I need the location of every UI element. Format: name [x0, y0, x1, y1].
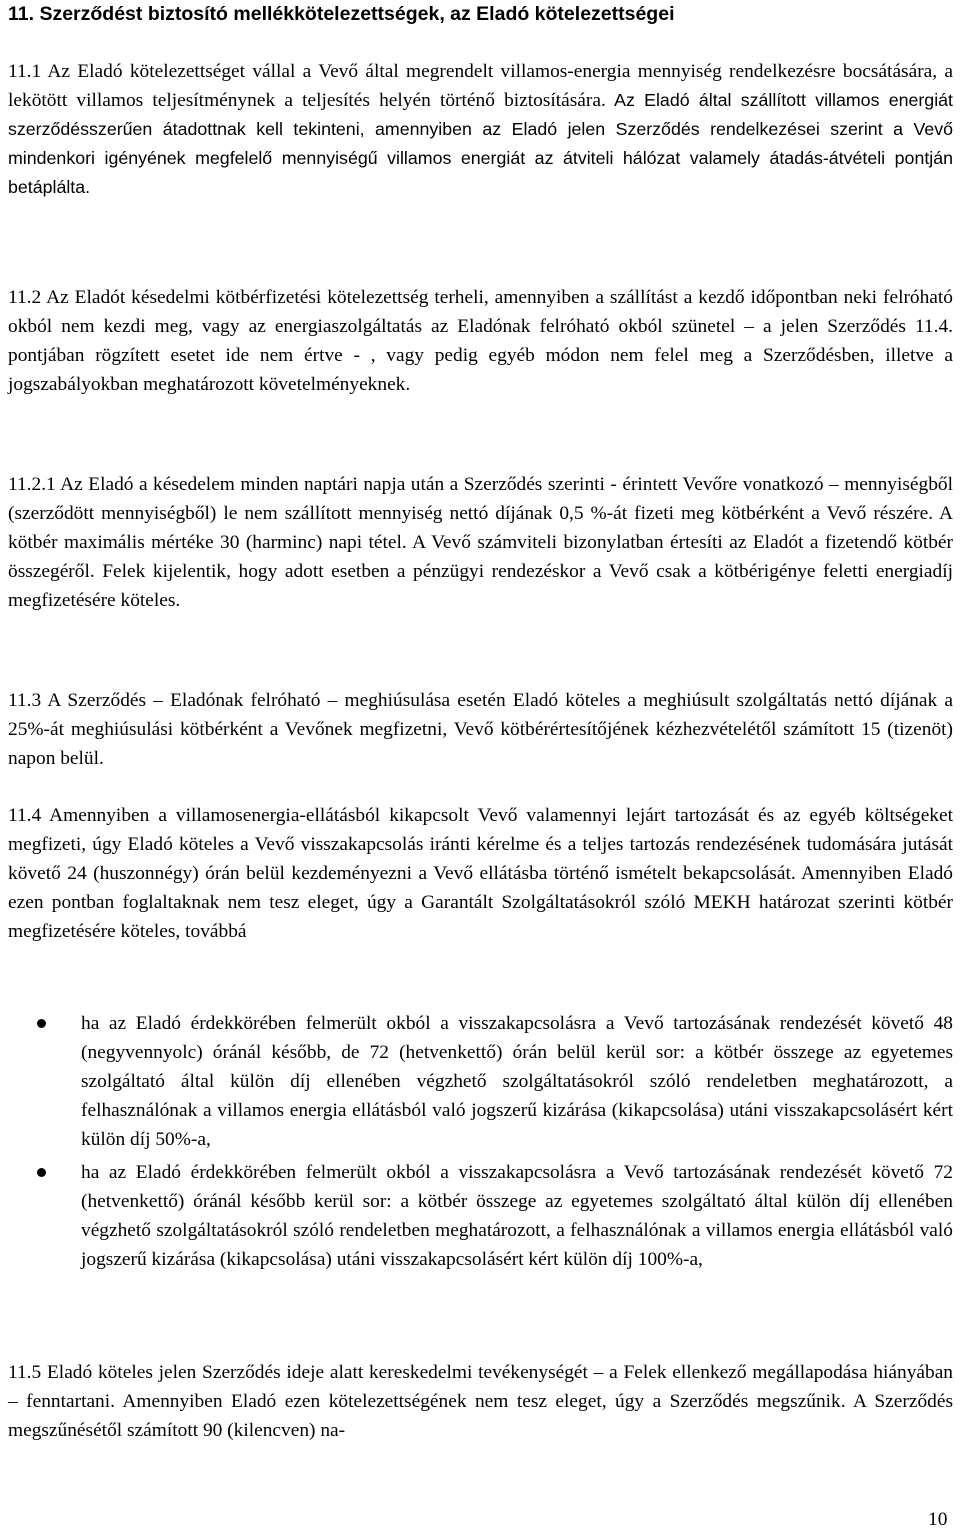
paragraph-11-5: 11.5 Eladó köteles jelen Szerződés ideje alatt kereskedelmi tevékenységét – a Felek ellenkező megállapodása hiányában – fenntartani. Amennyiben Eladó ezen kötelezettségének nem tesz eleget, úgy a Szerződés megszűnik. A Szerződés megszűnésétől számított 90 (kilencven) na-	[8, 1362, 953, 1441]
bullet-icon	[37, 1019, 46, 1028]
bullet-icon	[37, 1168, 46, 1177]
list-item	[0, 1009, 953, 1154]
paragraph-11-2: 11.2 Az Eladót késedelmi kötbérfizetési kötelezettség terheli, amennyiben a szállítást a kezdő időpontban neki felróható okból nem kezdi meg, vagy az energiaszolgáltatás az Eladónak felróható okból szünetel – a jelen Szerződés 11.4. pontjában rögzített esetet ide nem értve - , vagy pedig egyéb módon nem felel meg a Szerződésben, illetve a jogszabályokban meghatározott követelményeknek.	[8, 287, 953, 395]
list-item	[0, 1158, 953, 1274]
paragraph-11-1-body: Az Eladó által szállított villamos energiát szerződésszerűen átadottnak kell tekinteni, amennyiben az Eladó jelen Szerződés rendelkezései szerint a Vevő mindenkori igényének megfelelő mennyiségű villamos energiát az átviteli hálózat valamely átadás-átvételi pontján betáplálta.	[8, 90, 953, 197]
paragraph-11-4: 11.4 Amennyiben a villamosenergia-ellátásból kikapcsolt Vevő valamennyi lejárt tartozását és az egyéb költségeket megfizeti, úgy Eladó köteles a Vevő visszakapcsolás iránti kérelme és a teljes tartozás rendezésének tudomására jutását követő 24 (huszonnégy) órán belül kezdeményezni a Vevő ellátásba történő ismételt bekapcsolását. Amennyiben Eladó ezen pontban foglaltaknak nem tesz eleget, úgy a Garantált Szolgáltatásokról szóló MEKH határozat szerinti kötbér megfizetésére köteles, továbbá	[8, 805, 953, 942]
page-number: 10	[928, 1509, 948, 1530]
paragraph-11-2-1: 11.2.1 Az Eladó a késedelem minden naptári napja után a Szerződés szerinti - érintett Vevőre vonatkozó – mennyiségből (szerződött mennyiségből) le nem szállított mennyiség nettó díjának 0,5 %-át fizeti meg kötbérként a Vevő részére. A kötbér maximális mértéke 30 (harminc) napi tétel. A Vevő számviteli bizonylatban értesíti az Eladót a fizetendő kötbér összegéről. Felek kijelentik, hogy adott esetben a pénzügyi rendezéskor a Vevő csak a kötbérigénye feletti energiadíj megfizetésére köteles.	[8, 474, 953, 611]
list-item-text: ha az Eladó érdekkörében felmerült okból a visszakapcsolásra a Vevő tartozásának rendezését követő 48 (negyvennyolc) óránál később, de 72 (hetvenkettő) órán belül kerül sor: a kötbér összege az egyetemes szolgáltató által külön díj ellenében végzhető szolgáltatásokról szóló rendeletben meghatározott, a felhasználónak a villamos energia ellátásból való jogszerű kizárása (kikapcsolása) utáni visszakapcsolásért kért külön díj 50%-a,	[81, 1013, 953, 1150]
paragraph-11-1-lead: 11.1 Az Eladó kötelezettséget vállal a Vevő által megrendelt villamos-energia mennyiség rendelkezésre bocsátására, a lekötött villamos teljesítménynek a teljesítés helyén történő biztosítására.	[8, 61, 953, 111]
paragraph-11-3: 11.3 A Szerződés – Eladónak felróható – meghiúsulása esetén Eladó köteles a meghiúsult szolgáltatás nettó díjának a 25%-át meghiúsulási kötbérként a Vevőnek megfizetni, Vevő kötbérértesítőjének kézhezvételétől számított 15 (tizenöt) napon belül.	[8, 690, 953, 769]
section-heading: 11. Szerződést biztosító mellékkötelezettségek, az Eladó kötelezettségei	[8, 3, 675, 25]
kotber-bullet-list	[0, 1009, 960, 1278]
list-item-text: ha az Eladó érdekkörében felmerült okból a visszakapcsolásra a Vevő tartozásának rendezését követő 72 (hetvenkettő) óránál később kerül sor: a kötbér összege az egyetemes szolgáltató által külön díj ellenében végzhető szolgáltatásokról szóló rendeletben meghatározott, a felhasználónak a villamos energia ellátásból való jogszerű kizárása (kikapcsolása) utáni visszakapcsolásért kért külön díj 100%-a,	[81, 1162, 953, 1270]
paragraph-11-1	[8, 57, 953, 202]
